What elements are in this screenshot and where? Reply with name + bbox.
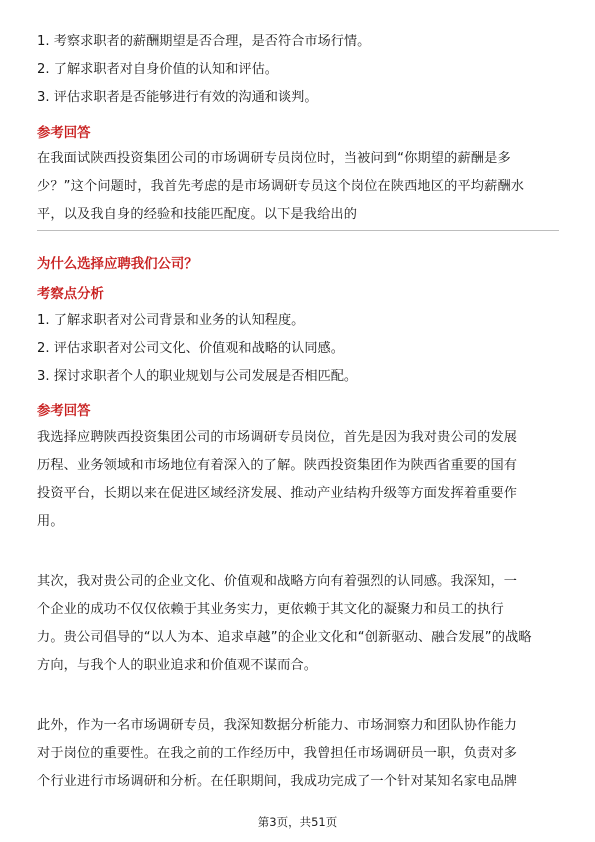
paragraph-line: 方向，与我个人的职业追求和价值观不谋而合。 <box>37 658 318 673</box>
answer-paragraph <box>37 568 559 680</box>
page-number-footer: 第3页，共51页 <box>257 815 338 829</box>
paragraph-line: 对于岗位的重要性。在我之前的工作经历中，我曾担任市场调研员一职，负责对多 <box>37 746 518 761</box>
paragraph-line: 用。 <box>37 514 64 529</box>
section2-points <box>37 307 559 391</box>
paragraph-line: 我选择应聘陕西投资集团公司的市场调研专员岗位，首先是因为我对贵公司的发展 <box>37 430 518 445</box>
reference-answer-heading: 参考回答 <box>37 404 91 419</box>
paragraph-line: 个企业的成功不仅仅依赖于其业务实力，更依赖于其文化的凝聚力和员工的执行 <box>37 602 504 617</box>
paragraph-line: 此外，作为一名市场调研专员，我深知数据分析能力、市场洞察力和团队协作能力 <box>37 718 518 733</box>
paragraph-line: 其次，我对贵公司的企业文化、价值观和战略方向有着强烈的认同感。我深知，一 <box>37 574 518 589</box>
paragraph-line: 历程、业务领域和市场地位有着深入的了解。陕西投资集团作为陕西省重要的国有 <box>37 458 518 473</box>
paragraph-line: 平，以及我自身的经验和技能匹配度。以下是我给出的 <box>37 207 358 222</box>
list-item: 1. 了解求职者对公司背景和业务的认知程度。 <box>37 313 305 328</box>
list-item: 1. 考察求职者的薪酬期望是否合理，是否符合市场行情。 <box>37 34 371 49</box>
answer-paragraph <box>37 712 559 796</box>
paragraph-line: 少？”这个问题时，我首先考虑的是市场调研专员这个岗位在陕西地区的平均薪酬水 <box>37 179 525 194</box>
list-item: 2. 评估求职者对公司文化、价值观和战略的认同感。 <box>37 341 344 356</box>
list-item: 3. 评估求职者是否能够进行有效的沟通和谈判。 <box>37 90 318 105</box>
paragraph-line: 力。贵公司倡导的“以人为本、追求卓越”的企业文化和“创新驱动、融合发展”的战略 <box>37 630 532 645</box>
list-item: 2. 了解求职者对自身价值的认知和评估。 <box>37 62 278 77</box>
answer-paragraph <box>37 145 559 229</box>
section1-points <box>37 28 559 112</box>
paragraph-line: 个行业进行市场调研和分析。在任职期间，我成功完成了一个针对某知名家电品牌 <box>37 774 518 789</box>
answer-paragraph <box>37 424 559 536</box>
reference-answer-heading: 参考回答 <box>37 126 91 141</box>
list-item: 3. 探讨求职者个人的职业规划与公司发展是否相匹配。 <box>37 369 358 384</box>
section-divider <box>37 230 559 231</box>
analysis-heading: 考察点分析 <box>37 287 104 302</box>
paragraph-line: 在我面试陕西投资集团公司的市场调研专员岗位时，当被问到“你期望的薪酬是多 <box>37 151 511 166</box>
paragraph-line: 投资平台，长期以来在促进区域经济发展、推动产业结构升级等方面发挥着重要作 <box>37 486 518 501</box>
question-heading: 为什么选择应聘我们公司？ <box>37 257 198 272</box>
